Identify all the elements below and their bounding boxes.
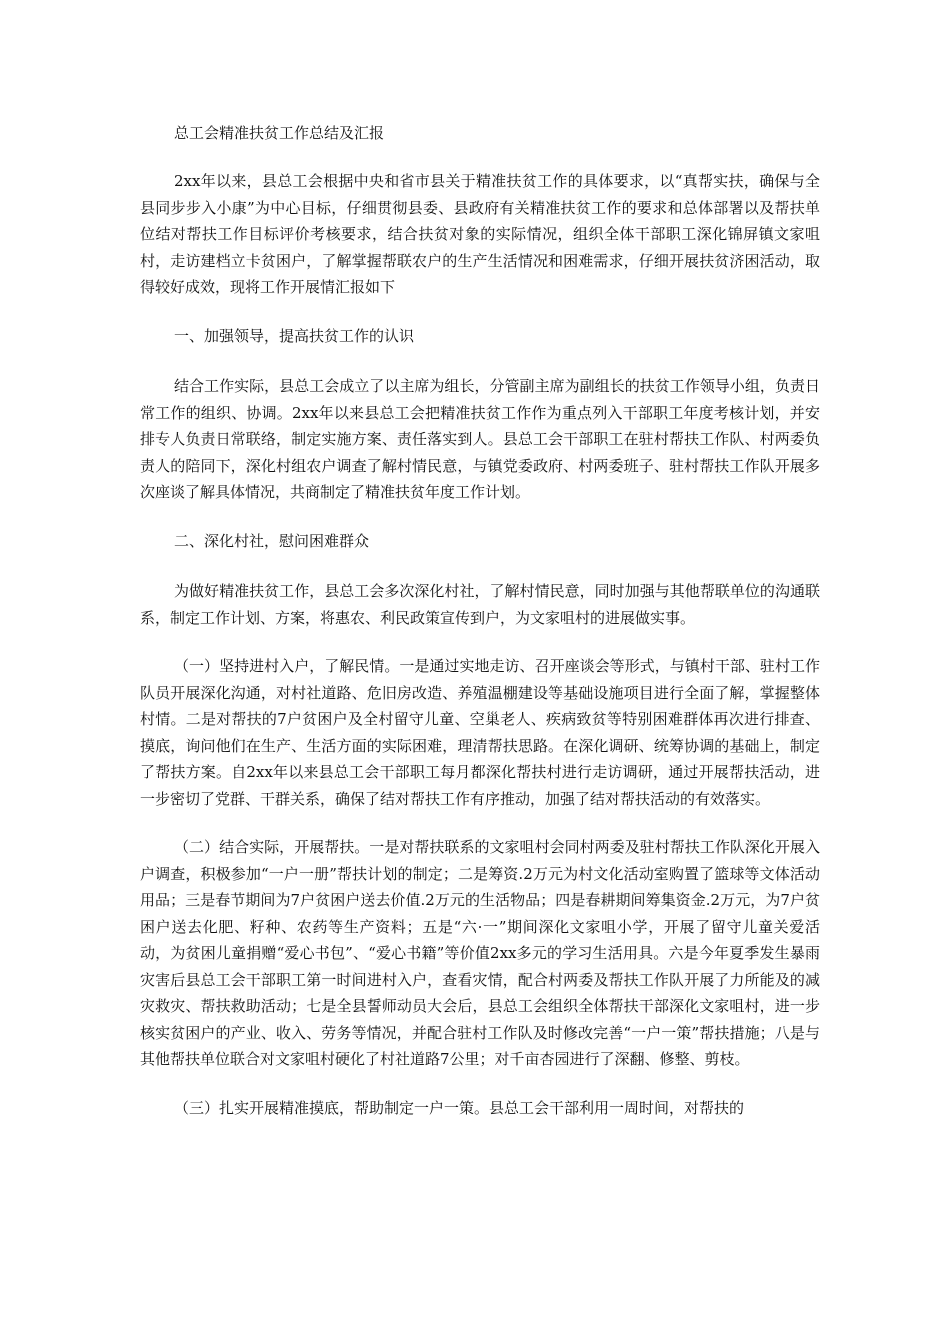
subsection-1-paragraph: （一）坚持进村入户，了解民情。一是通过实地走访、召开座谈会等形式，与镇村干部、驻村工作队员开展深化沟通，对村社道路、危旧房改造、养殖温棚建设等基础设施项目进行全面了解，掌握整体村情。二是对帮扶的7户贫困户及全村留守儿童、空巢老人、疾病致贫等特别困难群体再次进行排查、摸底，询问他们在生产、生活方面的实际困难，理清帮扶思路。在深化调研、统筹协调的基础上，制定了帮扶方案。自2xx年以来县总工会干部职工每月都深化帮扶村进行走访调研，通过开展帮扶活动，进一步密切了党群、干群关系，确保了结对帮扶工作有序推动，加强了结对帮扶活动的有效落实。 <box>140 657 820 808</box>
section-heading-1: 一、加强领导，提高扶贫工作的认识 <box>174 326 415 345</box>
subsection-3-paragraph: （三）扎实开展精准摸底，帮助制定一户一策。县总工会干部利用一周时间，对帮扶的 <box>174 1098 745 1117</box>
subsection-2-paragraph: （二）结合实际，开展帮扶。一是对帮扶联系的文家咀村会同村两委及驻村帮扶工作队深化开展入户调查，积极参加“一户一册”帮扶计划的制定；二是筹资.2万元为村文化活动室购置了篮球等文体活动用品；三是春节期间为7户贫困户送去价值.2万元的生活物品；四是春耕期间筹集资金.2万元，为7户贫困户送去化肥、籽种、农药等生产资料；五是“六·一”期间深化文家咀小学，开展了留守儿童关爱活动，为贫困儿童捐赠“爱心书包”、“爱心书籍”等价值2xx多元的学习生活用具。六是今年夏季发生暴雨灾害后县总工会干部职工第一时间进村入户，查看灾情，配合村两委及帮扶工作队开展了力所能及的减灾救灾、帮扶救助活动；七是全县誓师动员大会后，县总工会组织全体帮扶干部深化文家咀村，进一步核实贫困户的产业、收入、劳务等情况，并配合驻村工作队及时修改完善“一户一策”帮扶措施；八是与其他帮扶单位联合对文家咀村硬化了村社道路7公里；对千亩杏园进行了深翻、修整、剪枝。 <box>140 838 820 1068</box>
section-2-paragraph: 为做好精准扶贫工作，县总工会多次深化村社，了解村情民意，同时加强与其他帮联单位的沟通联系，制定工作计划、方案，将惠农、利民政策宣传到户，为文家咀村的进展做实事。 <box>140 582 820 627</box>
intro-paragraph: 2xx年以来，县总工会根据中央和省市县关于精准扶贫工作的具体要求，以“真帮实扶，确保与全县同步步入小康”为中心目标，仔细贯彻县委、县政府有关精准扶贫工作的要求和总体部署以及帮扶单位结对帮扶工作目标评价考核要求，结合扶贫对象的实际情况，组织全体干部职工深化锦屏镇文家咀村，走访建档立卡贫困户，了解掌握帮联农户的生产生活情况和困难需求，仔细开展扶贫济困活动，取得较好成效，现将工作开展情汇报如下 <box>140 172 820 296</box>
document-title: 总工会精准扶贫工作总结及汇报 <box>174 124 385 142</box>
document-page <box>140 120 820 1143</box>
section-1-paragraph: 结合工作实际，县总工会成立了以主席为组长，分管副主席为副组长的扶贫工作领导小组，负责日常工作的组织、协调。2xx年以来县总工会把精准扶贫工作作为重点列入干部职工年度考核计划，并安排专人负责日常联络，制定实施方案、责任落实到人。县总工会干部职工在驻村帮扶工作队、村两委负责人的陪同下，深化村组农户调查了解村情民意，与镇党委政府、村两委班子、驻村帮扶工作队开展多次座谈了解具体情况，共商制定了精准扶贫年度工作计划。 <box>140 377 820 501</box>
section-heading-2: 二、深化村社，慰问困难群众 <box>174 531 370 550</box>
